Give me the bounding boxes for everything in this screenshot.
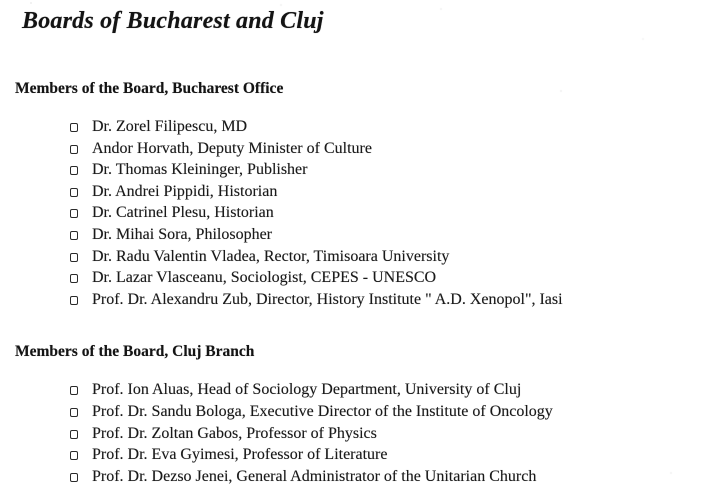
list-item	[15, 444, 702, 466]
member-name: Dr. Zorel Filipescu, MD	[92, 118, 248, 135]
member-name: Dr. Thomas Kleininger, Publisher	[92, 161, 308, 179]
list-item	[15, 246, 702, 268]
hollow-square-bullet-icon	[70, 296, 78, 305]
hollow-square-bullet-icon	[70, 430, 78, 439]
hollow-square-bullet-icon	[70, 123, 78, 132]
scan-noise	[30, 2, 32, 4]
member-name: Prof. Dr. Eva Gyimesi, Professor of Literature	[92, 446, 388, 464]
hollow-square-bullet-icon	[70, 386, 78, 395]
list-item	[15, 289, 702, 311]
list-item	[15, 138, 702, 160]
list-item	[15, 224, 702, 246]
section-heading: Members of the Board, Cluj Branch	[15, 343, 255, 361]
list-item	[15, 379, 702, 401]
member-list	[15, 379, 702, 487]
hollow-square-bullet-icon	[70, 473, 78, 482]
hollow-square-bullet-icon	[70, 274, 78, 283]
list-item	[15, 159, 702, 181]
member-name: Dr. Andrei Pippidi, Historian	[92, 182, 278, 200]
member-name: Dr. Radu Valentin Vladea, Rector, Timisoara University	[92, 247, 450, 265]
list-item	[15, 116, 702, 138]
hollow-square-bullet-icon	[70, 145, 78, 154]
hollow-square-bullet-icon	[70, 408, 78, 417]
hollow-square-bullet-icon	[70, 451, 78, 460]
member-list	[15, 116, 702, 310]
list-item	[15, 181, 702, 203]
member-name: Prof. Dr. Sandu Bologa, Executive Director of the Institute of Oncology	[92, 402, 553, 420]
hollow-square-bullet-icon	[70, 253, 78, 262]
list-item	[15, 202, 702, 224]
list-item	[15, 466, 702, 488]
sections-container	[0, 79, 702, 487]
page-title: Boards of Bucharest and Cluj	[22, 8, 324, 34]
hollow-square-bullet-icon	[70, 231, 78, 240]
board-section	[15, 342, 702, 487]
member-name: Prof. Dr. Dezso Jenei, General Administrator of the Unitarian Church	[92, 467, 537, 485]
member-name: Dr. Mihai Sora, Philosopher	[92, 225, 272, 243]
hollow-square-bullet-icon	[70, 166, 78, 175]
list-item	[15, 267, 702, 289]
member-name: Prof. Dr. Zoltan Gabos, Professor of Physics	[92, 424, 377, 442]
board-section	[15, 79, 702, 310]
member-name: Dr. Lazar Vlasceanu, Sociologist, CEPES - UNESCO	[92, 269, 437, 287]
member-name: Prof. Dr. Alexandru Zub, Director, History Institute " A.D. Xenopol", Iasi	[92, 290, 563, 308]
list-item	[15, 401, 702, 423]
list-item	[15, 423, 702, 445]
hollow-square-bullet-icon	[70, 209, 78, 218]
section-heading: Members of the Board, Bucharest Office	[15, 80, 284, 97]
member-name: Andor Horvath, Deputy Minister of Culture	[92, 139, 372, 157]
hollow-square-bullet-icon	[70, 188, 78, 197]
member-name: Dr. Catrinel Plesu, Historian	[92, 204, 274, 222]
member-name: Prof. Ion Aluas, Head of Sociology Department, University of Cluj	[92, 381, 522, 399]
